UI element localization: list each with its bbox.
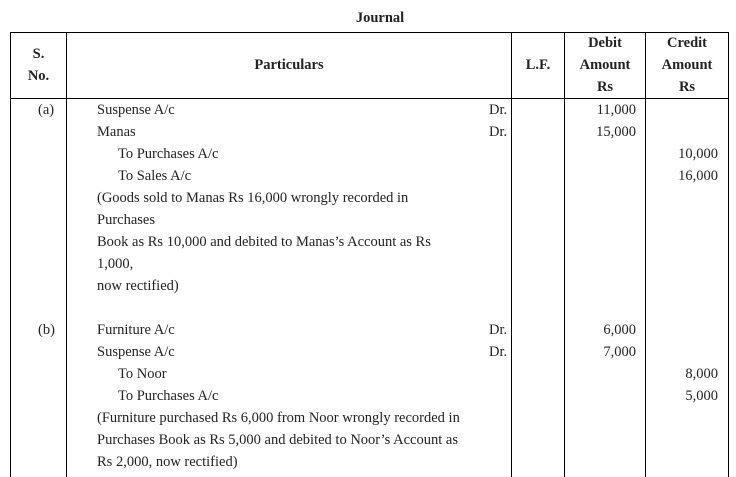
- table-right-border: [728, 32, 729, 477]
- debit-amount: 11,000: [596, 102, 636, 118]
- entry-sno: (a): [38, 102, 55, 118]
- col-divider-sno: [66, 32, 67, 477]
- narration-line: Rs 2,000, now rectified): [97, 454, 238, 470]
- dr-marker: Dr.: [489, 124, 508, 140]
- debit-account: Suspense A/c: [97, 102, 175, 118]
- dr-marker: Dr.: [489, 102, 508, 118]
- header-sno-line1: S.: [32, 46, 45, 62]
- debit-amount: 15,000: [596, 124, 636, 140]
- credit-account: To Sales A/c: [118, 168, 192, 184]
- header-particulars: Particulars: [254, 57, 324, 73]
- header-credit-line2: Amount: [661, 57, 713, 73]
- debit-amount: 7,000: [603, 344, 636, 360]
- debit-account: Manas: [97, 124, 136, 140]
- credit-account: To Purchases A/c: [118, 388, 219, 404]
- col-divider-debit: [645, 32, 646, 477]
- narration-line: 1,000,: [97, 256, 134, 272]
- header-debit-line2: Amount: [579, 57, 631, 73]
- narration-line: now rectified): [97, 278, 179, 294]
- header-credit-line3: Rs: [678, 79, 696, 95]
- credit-amount: 16,000: [678, 168, 718, 184]
- debit-account: Furniture A/c: [97, 322, 175, 338]
- narration-line: Book as Rs 10,000 and debited to Manas’s Account as Rs: [97, 234, 431, 250]
- header-sno-line2: No.: [27, 68, 50, 84]
- debit-amount: 6,000: [603, 322, 636, 338]
- header-debit-line3: Rs: [596, 79, 614, 95]
- header-sno: [11, 43, 66, 87]
- debit-account: Suspense A/c: [97, 344, 175, 360]
- credit-account: To Purchases A/c: [118, 146, 219, 162]
- entry-sno: (b): [38, 322, 55, 338]
- narration-line: (Furniture purchased Rs 6,000 from Noor wrongly recorded in: [97, 410, 460, 426]
- narration-line: (Goods sold to Manas Rs 16,000 wrongly recorded in: [97, 190, 409, 206]
- credit-amount: 10,000: [678, 146, 718, 162]
- dr-marker: Dr.: [489, 322, 508, 338]
- header-credit-line1: Credit: [666, 35, 707, 51]
- narration-line: Purchases: [97, 212, 155, 228]
- credit-amount: 5,000: [685, 388, 718, 404]
- header-debit-line1: Debit: [588, 35, 622, 51]
- journal-title: Journal: [355, 10, 405, 26]
- dr-marker: Dr.: [489, 344, 508, 360]
- table-left-border: [10, 32, 11, 477]
- credit-account: To Noor: [118, 366, 167, 382]
- header-lf: L.F.: [525, 57, 551, 73]
- credit-amount: 8,000: [685, 366, 718, 382]
- narration-line: Purchases Book as Rs 5,000 and debited to Noor’s Account as: [97, 432, 458, 448]
- header-debit: [565, 32, 645, 98]
- header-credit: [646, 32, 728, 98]
- col-divider-particulars: [511, 32, 512, 477]
